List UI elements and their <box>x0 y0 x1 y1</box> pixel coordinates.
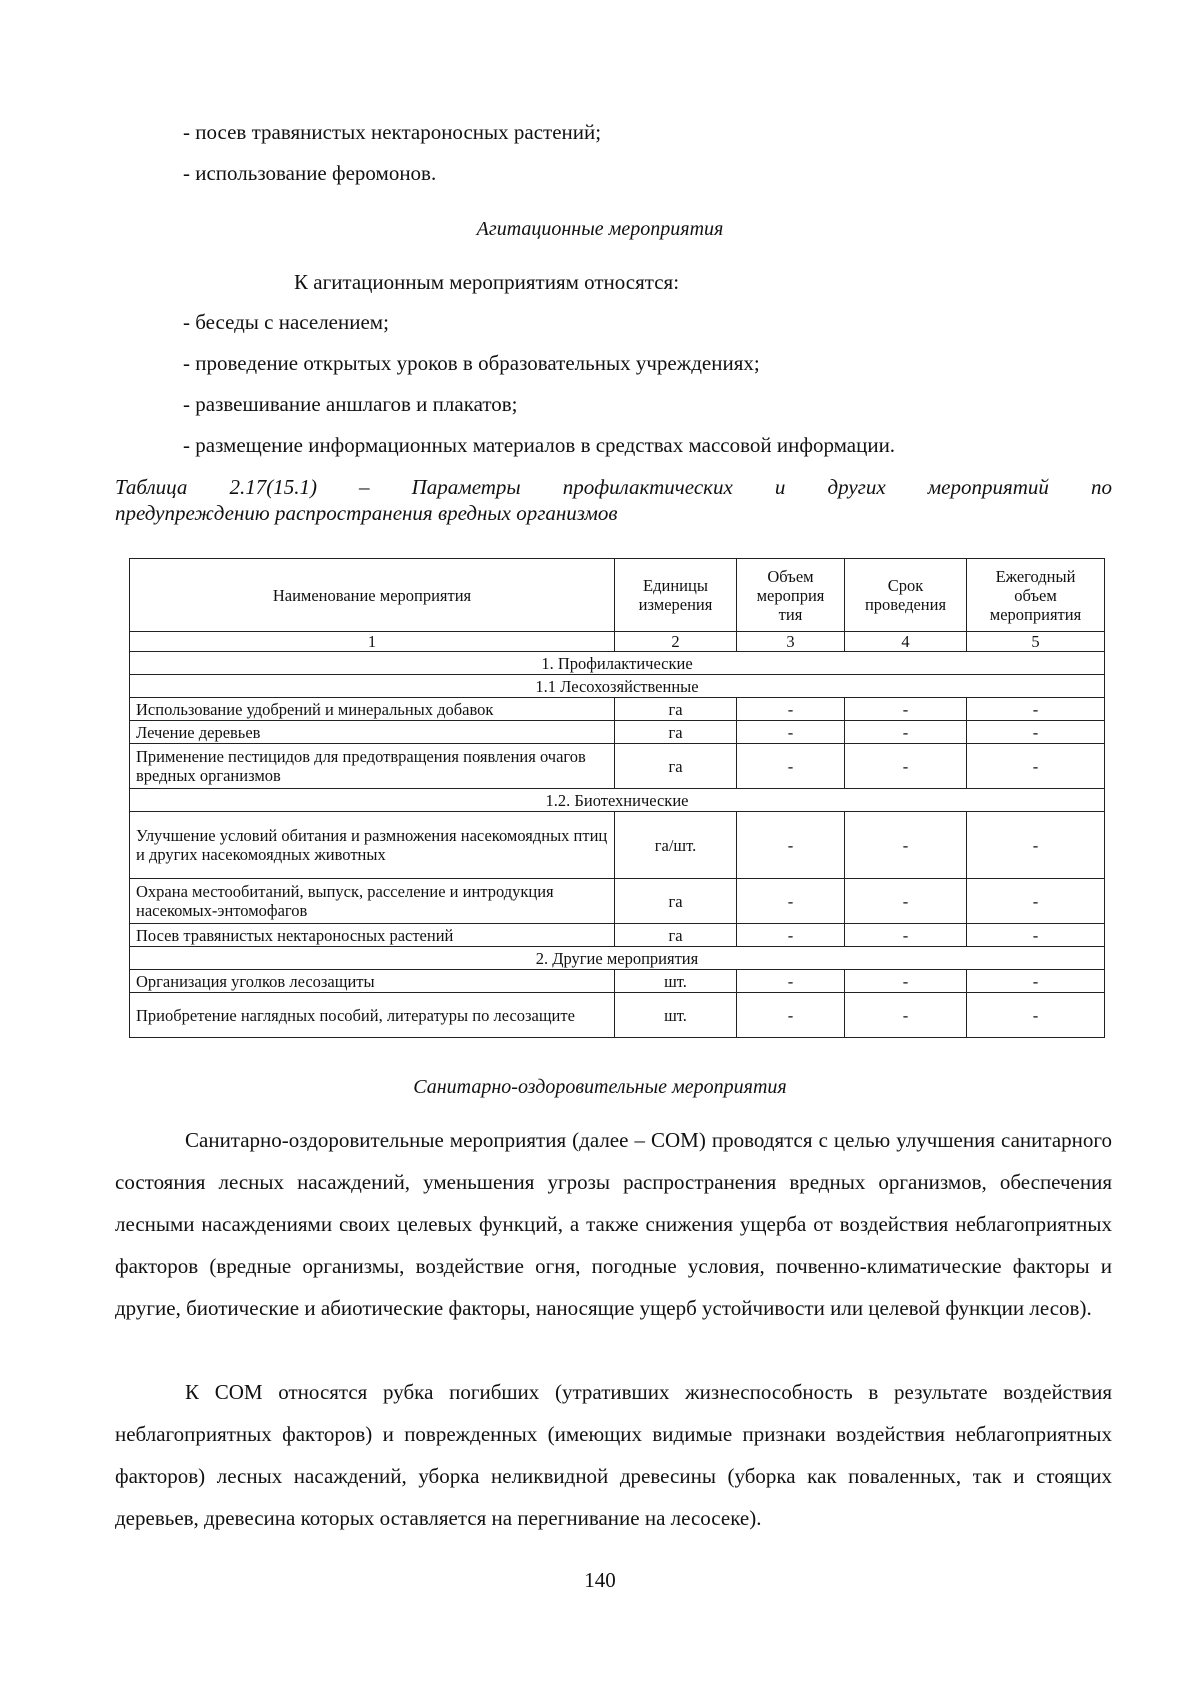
cell-annual: - <box>967 879 1105 924</box>
table-section-row <box>130 652 1105 675</box>
header-name: Наименование мероприятия <box>130 559 615 632</box>
table-row <box>130 698 1105 721</box>
cell-unit: га <box>615 721 737 744</box>
cell-volume: - <box>737 993 845 1038</box>
section-biotechnical: 1.2. Биотехнические <box>130 789 1105 812</box>
table-row <box>130 744 1105 789</box>
table-caption-line-2: предупреждению распространения вредных организмов <box>115 501 618 525</box>
cell-term: - <box>845 812 967 879</box>
table-row <box>130 721 1105 744</box>
section-other: 2. Другие мероприятия <box>130 947 1105 970</box>
cell-annual: - <box>967 721 1105 744</box>
cell-annual: - <box>967 812 1105 879</box>
paragraph-sanitary-scope: К СОМ относятся рубка погибших (утративших жизнеспособность в результате воздействия неблагоприятных факторов) и поврежденных (имеющих видимые признаки воздействия неблагоприятных факторов) лесных насаждений, уборка неликвидной древесины (уборка как поваленных, так и стоящих деревьев, древесина которых оставляется на перегнивание на лесосеке). <box>115 1380 1112 1530</box>
cell-annual: - <box>967 698 1105 721</box>
cell-measure: Использование удобрений и минеральных добавок <box>130 698 615 721</box>
list-item-media: - размещение информационных материалов в средствах массовой информации. <box>183 433 896 457</box>
cell-annual: - <box>967 970 1105 993</box>
table-number-row <box>130 632 1105 652</box>
cell-volume: - <box>737 879 845 924</box>
section-heading-agitation: Агитационные мероприятия <box>476 218 724 240</box>
cell-term: - <box>845 993 967 1038</box>
cell-unit: га <box>615 698 737 721</box>
agitation-intro: К агитационным мероприятиям относятся: <box>294 270 680 294</box>
cell-volume: - <box>737 721 845 744</box>
cell-unit: шт. <box>615 970 737 993</box>
column-number: 1 <box>130 632 615 652</box>
cell-term: - <box>845 924 967 947</box>
cell-unit: шт. <box>615 993 737 1038</box>
table-row <box>130 879 1105 924</box>
cell-measure: Организация уголков лесозащиты <box>130 970 615 993</box>
section-prophylactic: 1. Профилактические <box>130 652 1105 675</box>
cell-annual: - <box>967 993 1105 1038</box>
cell-measure: Посев травянистых нектароносных растений <box>130 924 615 947</box>
table-row <box>130 970 1105 993</box>
list-item-posters: - развешивание аншлагов и плакатов; <box>183 392 518 416</box>
table-caption <box>115 474 1112 526</box>
cell-measure: Приобретение наглядных пособий, литературы по лесозащите <box>130 993 615 1038</box>
cell-unit: га <box>615 924 737 947</box>
list-item-talks: - беседы с населением; <box>183 310 389 334</box>
table-header-row <box>130 559 1105 632</box>
cell-unit: га <box>615 879 737 924</box>
cell-unit: га/шт. <box>615 812 737 879</box>
cell-measure: Применение пестицидов для предотвращения появления очагов вредных организмов <box>130 744 615 789</box>
cell-measure: Лечение деревьев <box>130 721 615 744</box>
cell-term: - <box>845 970 967 993</box>
cell-term: - <box>845 744 967 789</box>
list-item-pheromones: - использование феромонов. <box>183 161 437 185</box>
measures-table <box>129 558 1105 1038</box>
cell-term: - <box>845 721 967 744</box>
cell-volume: - <box>737 812 845 879</box>
table-row <box>130 812 1105 879</box>
cell-term: - <box>845 698 967 721</box>
column-number: 2 <box>615 632 737 652</box>
page-number: 140 <box>584 1568 616 1592</box>
header-annual-volume: Ежегодный объем мероприятия <box>967 559 1105 632</box>
column-number: 4 <box>845 632 967 652</box>
header-term: Срок проведения <box>845 559 967 632</box>
cell-volume: - <box>737 924 845 947</box>
section-heading-sanitary: Санитарно-оздоровительные мероприятия <box>413 1076 787 1098</box>
header-volume: Объем мероприя тия <box>737 559 845 632</box>
cell-measure: Улучшение условий обитания и размножения насекомоядных птиц и других насекомоядных животных <box>130 812 615 879</box>
column-number: 3 <box>737 632 845 652</box>
table-row <box>130 924 1105 947</box>
table-caption-line-1: Таблица 2.17(15.1) – Параметры профилактических и других мероприятий по <box>115 475 1112 499</box>
cell-annual: - <box>967 924 1105 947</box>
cell-unit: га <box>615 744 737 789</box>
table-section-row <box>130 789 1105 812</box>
cell-annual: - <box>967 744 1105 789</box>
cell-volume: - <box>737 744 845 789</box>
list-item-open-lessons: - проведение открытых уроков в образовательных учреждениях; <box>183 351 760 375</box>
cell-term: - <box>845 879 967 924</box>
table-section-row <box>130 947 1105 970</box>
table-section-row <box>130 675 1105 698</box>
column-number: 5 <box>967 632 1105 652</box>
paragraph-sanitary-definition: Санитарно-оздоровительные мероприятия (далее – СОМ) проводятся с целью улучшения санитарного состояния лесных насаждений, уменьшения угрозы распространения вредных организмов, обеспечения лесными насаждениями своих целевых функций, а также снижения ущерба от воздействия неблагоприятных факторов (вредные организмы, воздействие огня, погодные условия, почвенно-климатические факторы и другие, биотические и абиотические факторы, наносящие ущерб устойчивости или целевой функции лесов). <box>115 1128 1112 1320</box>
header-units: Единицы измерения <box>615 559 737 632</box>
section-forestry: 1.1 Лесохозяйственные <box>130 675 1105 698</box>
list-item-nectar-plants: - посев травянистых нектароносных растений; <box>183 120 602 144</box>
cell-volume: - <box>737 970 845 993</box>
cell-measure: Охрана местообитаний, выпуск, расселение и интродукция насекомых-энтомофагов <box>130 879 615 924</box>
cell-volume: - <box>737 698 845 721</box>
table-row <box>130 993 1105 1038</box>
